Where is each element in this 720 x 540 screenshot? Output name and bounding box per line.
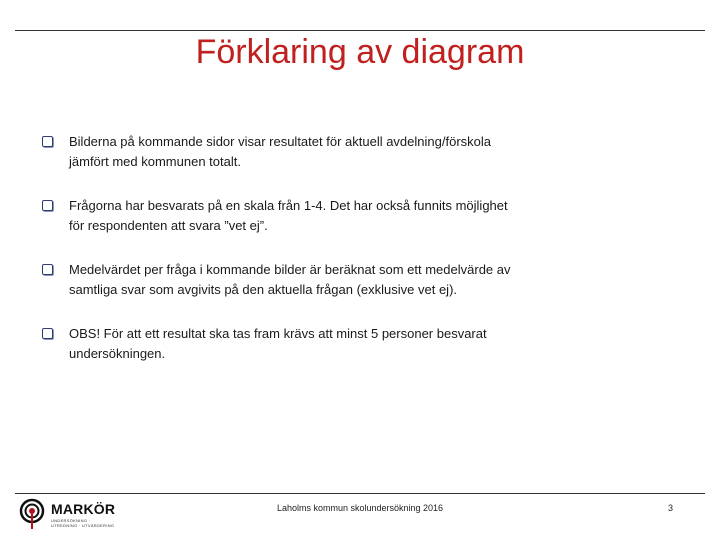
slide-title: Förklaring av diagram xyxy=(195,33,525,71)
checkbox-square-icon xyxy=(42,264,53,275)
bullet-line: OBS! För att ett resultat ska tas fram krävs att minst 5 personer besvarat xyxy=(69,326,487,341)
bullet-item xyxy=(40,260,640,324)
logo-tagline: UNDERSÖKNING · UTREDNING · UTVÄRDERING xyxy=(51,518,115,528)
footer-caption: Laholms kommun skolundersökning 2016 xyxy=(276,503,444,513)
bullet-line: undersökningen. xyxy=(69,346,166,361)
bullet-line: samtliga svar som avgivits på den aktuella frågan (exklusive vet ej). xyxy=(69,282,458,297)
bullet-line: Bilderna på kommande sidor visar resultatet för aktuell avdelning/förskola xyxy=(69,134,491,149)
bullet-line: Medelvärdet per fråga i kommande bilder är beräknat som ett medelvärde av xyxy=(69,262,511,277)
bullet-line: jämfört med kommunen totalt. xyxy=(69,154,241,169)
checkbox-square-icon xyxy=(42,136,53,147)
bottom-divider xyxy=(15,493,705,494)
bullet-list xyxy=(40,132,640,388)
bullet-item xyxy=(40,324,640,388)
bullet-line: för respondenten att svara ”vet ej”. xyxy=(69,218,268,233)
bullet-line: Frågorna har besvarats på en skala från 1-4. Det har också funnits möjlighet xyxy=(69,198,508,213)
checkbox-square-icon xyxy=(42,200,53,211)
page-number: 3 xyxy=(668,503,674,513)
checkbox-square-icon xyxy=(42,328,53,339)
logo-wordmark: MARKÖR xyxy=(51,501,116,517)
bullet-item xyxy=(40,196,640,260)
bullet-item xyxy=(40,132,640,196)
